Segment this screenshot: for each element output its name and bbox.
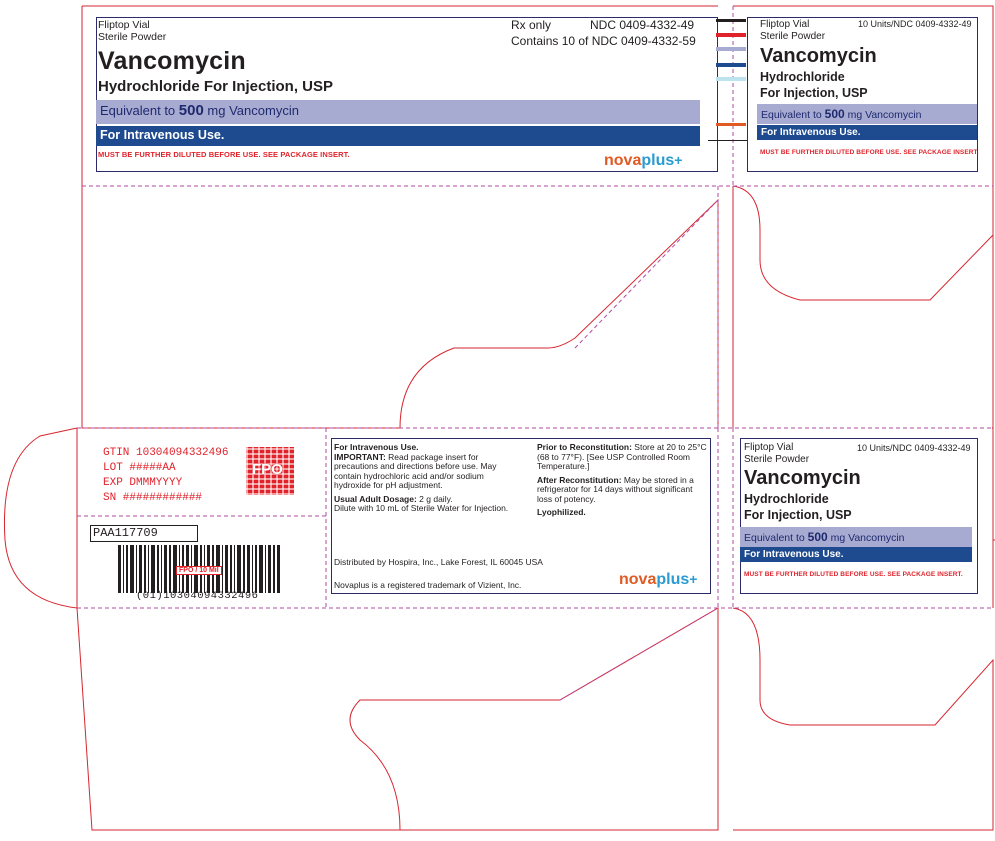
logo-plus: plus	[656, 571, 690, 588]
prior-label: Prior to Reconstitution:	[537, 442, 632, 452]
end2-sub1: Hydrochloride	[744, 492, 829, 506]
lot-text: LOT #####AA	[103, 462, 176, 474]
end2-equiv-num: 500	[807, 530, 828, 544]
info-right-column	[537, 443, 709, 518]
dilute-text: Dilute with 10 mL of Sterile Water for Injection.	[334, 503, 509, 513]
equiv-num: 500	[178, 102, 204, 119]
end-sub2: For Injection, USP	[760, 86, 868, 100]
front-equiv-band	[96, 100, 700, 124]
info-iv: For Intravenous Use.	[334, 442, 419, 452]
distributed-by: Distributed by Hospira, Inc., Lake Forest, IL 60045 USA	[334, 557, 543, 567]
end-equiv-num: 500	[824, 107, 845, 121]
front-fliptop: Fliptop Vial	[98, 19, 150, 31]
front-warning: MUST BE FURTHER DILUTED BEFORE USE. SEE PACKAGE INSERT.	[98, 150, 350, 159]
paa-box: PAA117709	[90, 525, 198, 542]
end2-units-ndc: 10 Units/NDC 0409-4332-49	[857, 443, 971, 453]
trademark-note: Novaplus is a registered trademark of Vizient, Inc.	[334, 580, 522, 590]
end2-sub2: For Injection, USP	[744, 508, 852, 522]
prior-text: Store at 20 to 25°C (68 to 77°F). [See USP Controlled Room Temperature.]	[537, 442, 707, 471]
datamatrix-fpo	[246, 447, 294, 495]
exp-text: EXP DMMMYYYY	[103, 477, 183, 489]
front-contains: Contains 10 of NDC 0409-4332-59	[511, 34, 696, 48]
gtin-text: GTIN 10304094332496	[103, 447, 229, 459]
logo-star-icon: +	[689, 571, 698, 587]
end2-title: Vancomycin	[744, 467, 861, 489]
info-left-column	[334, 443, 519, 514]
sn-text: SN ############	[103, 492, 203, 504]
end-iv-band	[757, 125, 977, 140]
after-label: After Reconstitution:	[537, 474, 622, 485]
important-label: IMPORTANT:	[334, 451, 386, 462]
end-iv: For Intravenous Use.	[761, 127, 861, 138]
end2-sterile: Sterile Powder	[744, 454, 810, 465]
fpo-label: FPO	[252, 461, 283, 478]
front-rx-only: Rx only	[511, 18, 552, 32]
end2-equiv-pre: Equivalent to	[744, 532, 808, 544]
end-warning: MUST BE FURTHER DILUTED BEFORE USE. SEE PACKAGE INSERT.	[760, 149, 979, 156]
logo-nova: nova	[604, 152, 642, 169]
end-units-ndc: 10 Units/NDC 0409-4332-49	[858, 19, 972, 29]
front-subtitle: Hydrochloride For Injection, USP	[98, 78, 334, 95]
front-iv-band	[96, 126, 700, 146]
end2-equiv-post: mg Vancomycin	[827, 532, 905, 544]
end-sub1: Hydrochloride	[760, 70, 845, 84]
end-title: Vancomycin	[760, 45, 877, 67]
front-iv: For Intravenous Use.	[100, 128, 225, 142]
important-text: Read package insert for precautions and directions before use. May contain hydrochloric acid and/or sodium hydroxide for pH adjustment.	[334, 451, 497, 490]
end-sterile: Sterile Powder	[760, 31, 826, 42]
end-equiv-pre: Equivalent to	[761, 109, 825, 121]
end-equiv-post: mg Vancomycin	[844, 109, 922, 121]
equiv-pre: Equivalent to	[100, 103, 179, 118]
dosage-text: 2 g daily.	[416, 493, 453, 504]
end-equiv-band	[757, 104, 977, 124]
barcode-text: (01)10304094332496	[136, 590, 259, 602]
end-fliptop: Fliptop Vial	[760, 19, 810, 30]
back-novaplus-logo	[619, 571, 697, 589]
codes-block	[103, 446, 228, 506]
end2-fliptop: Fliptop Vial	[744, 442, 794, 453]
front-novaplus-logo	[604, 152, 682, 170]
dosage-label: Usual Adult Dosage:	[334, 493, 417, 504]
end2-warning: MUST BE FURTHER DILUTED BEFORE USE. SEE PACKAGE INSERT.	[744, 571, 963, 578]
logo-star-icon: +	[674, 152, 683, 168]
front-sterile: Sterile Powder	[98, 31, 167, 43]
logo-plus: plus	[641, 152, 675, 169]
fpo-barcode-label: FPO / 10 Mil	[176, 566, 222, 575]
end2-equiv-band	[740, 527, 972, 547]
lyophilized: Lyophilized.	[537, 507, 586, 517]
front-title: Vancomycin	[98, 47, 246, 75]
logo-nova: nova	[619, 571, 657, 588]
end2-iv-band	[740, 547, 972, 562]
after-text: May be stored in a refrigerator for 14 days without significant loss of potency.	[537, 474, 694, 504]
end2-iv: For Intravenous Use.	[744, 549, 844, 560]
equiv-post: mg Vancomycin	[203, 103, 299, 118]
front-ndc: NDC 0409-4332-49	[590, 18, 695, 32]
